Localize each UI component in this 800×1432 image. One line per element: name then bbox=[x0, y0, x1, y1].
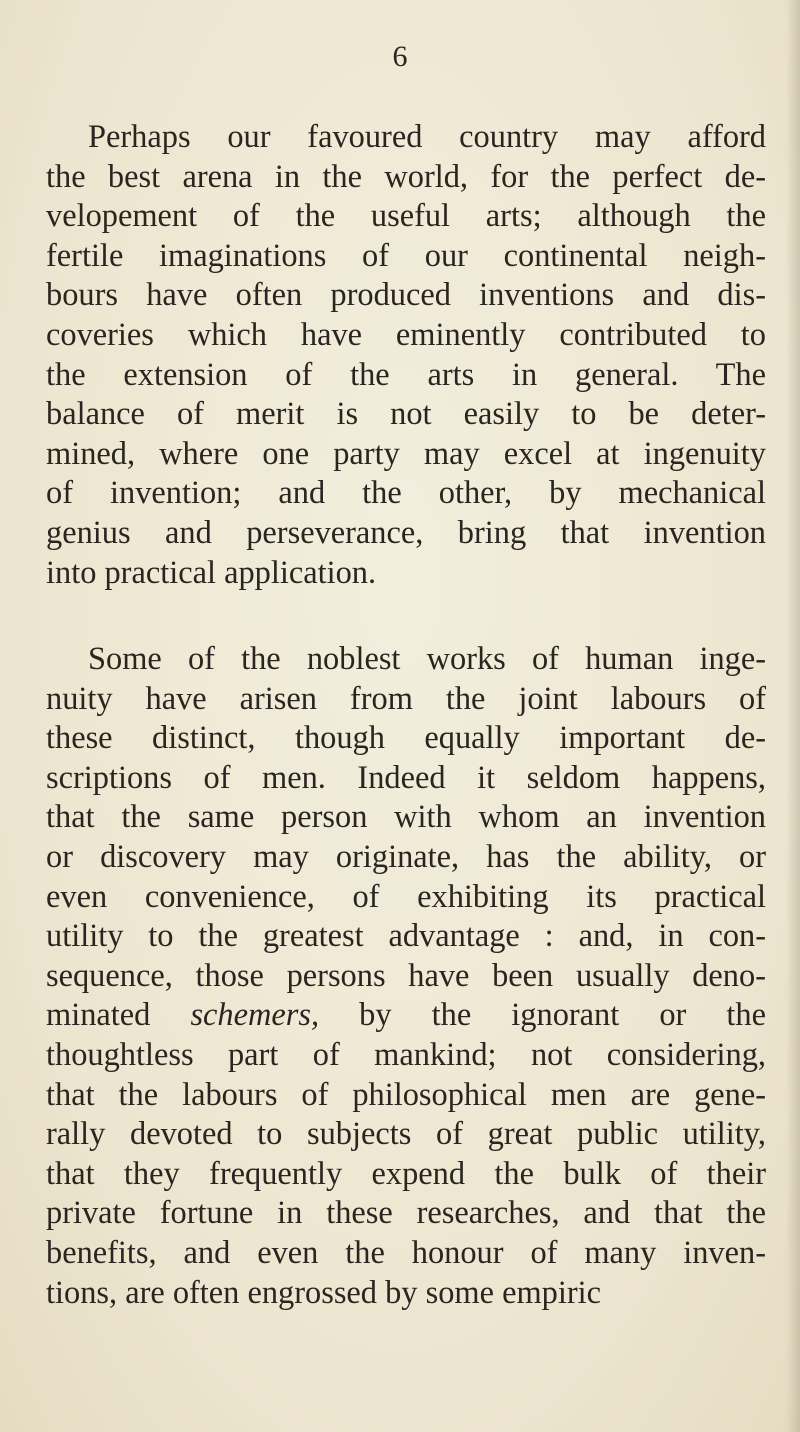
text-line: into practical application. bbox=[46, 554, 377, 591]
text-line: utility to the greatest advantage : and, in con- bbox=[46, 918, 766, 955]
text-line: genius and perseverance, bring that invention bbox=[46, 514, 766, 551]
text-line: mined, where one party may excel at ingenuity bbox=[46, 435, 766, 472]
text-line: these distinct, though equally important de- bbox=[46, 720, 766, 757]
text-line: Perhaps our favoured country may afford bbox=[88, 119, 766, 155]
text-line: balance of merit is not easily to be deter- bbox=[46, 396, 766, 433]
text-line: thoughtless part of mankind; not considering, bbox=[46, 1036, 766, 1073]
text-line: nuity have arisen from the joint labours of bbox=[46, 680, 766, 717]
text-line: tions, are often engrossed by some empiric bbox=[46, 1274, 601, 1311]
text-segment: by the ignorant or the bbox=[359, 997, 766, 1034]
text-line-mixed bbox=[46, 996, 766, 1036]
text-line: fertile imaginations of our continental neigh- bbox=[46, 237, 766, 274]
page-number: 6 bbox=[392, 40, 408, 73]
text-line: benefits, and even the honour of many inven- bbox=[46, 1234, 766, 1271]
text-line: the best arena in the world, for the perfect de- bbox=[46, 158, 766, 195]
text-line: or discovery may originate, has the ability, or bbox=[46, 838, 766, 875]
italic-word: schemers, bbox=[190, 997, 320, 1034]
text-line: that the labours of philosophical men are gene- bbox=[46, 1076, 766, 1113]
text-segment: minated bbox=[46, 997, 151, 1034]
text-line: scriptions of men. Indeed it seldom happens, bbox=[46, 759, 766, 796]
text-line: the extension of the arts in general. The bbox=[46, 356, 766, 393]
text-line: that they frequently expend the bulk of their bbox=[46, 1155, 766, 1192]
text-line: of invention; and the other, by mechanical bbox=[46, 475, 766, 512]
text-line: Some of the noblest works of human inge- bbox=[88, 641, 766, 677]
paragraph-1 bbox=[46, 118, 766, 593]
text-line: coveries which have eminently contributed to bbox=[46, 316, 766, 353]
text-line: that the same person with whom an invention bbox=[46, 799, 766, 836]
text-line: even convenience, of exhibiting its practical bbox=[46, 878, 766, 915]
text-line: velopement of the useful arts; although the bbox=[46, 198, 766, 235]
page-edge-shadow bbox=[786, 0, 800, 1432]
paragraph-2 bbox=[46, 640, 766, 1313]
text-line: private fortune in these researches, and that the bbox=[46, 1195, 766, 1232]
text-line: sequence, those persons have been usually deno- bbox=[46, 957, 766, 994]
text-line: rally devoted to subjects of great public utility, bbox=[46, 1116, 766, 1153]
text-line: bours have often produced inventions and dis- bbox=[46, 277, 766, 314]
